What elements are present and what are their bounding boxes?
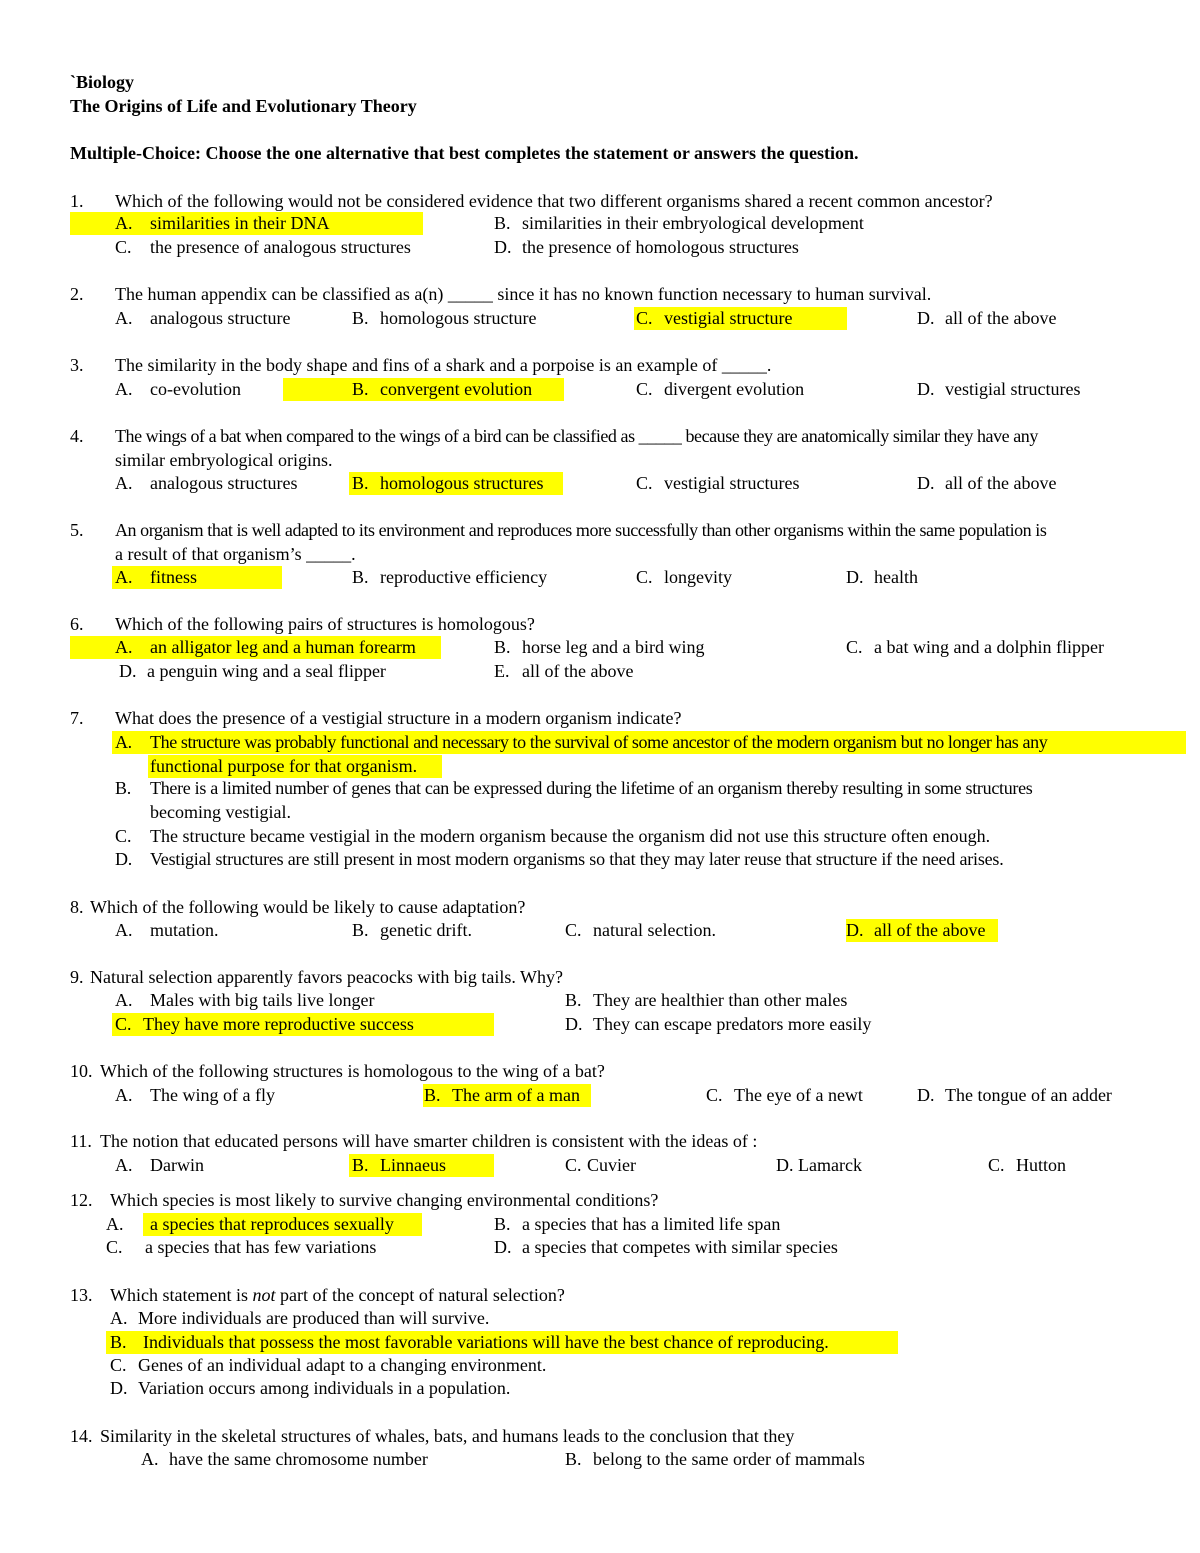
- question-text: Similarity in the skeletal structures of whales, bats, and humans leads to the conclusion that they: [100, 1426, 795, 1446]
- option-a[interactable]: A. an alligator leg and a human forearm: [115, 637, 416, 657]
- option-c[interactable]: C. natural selection.: [565, 920, 716, 940]
- option-e[interactable]: E. all of the above: [494, 661, 634, 681]
- question-text: The wings of a bat when compared to the wings of a bird can be classified as _____ because they are anatomically similar they have any: [115, 426, 1038, 446]
- question-number: 8.: [70, 897, 84, 917]
- option-a[interactable]: A. analogous structures: [115, 473, 298, 493]
- option-c[interactable]: C. vestigial structures: [636, 473, 800, 493]
- option-a[interactable]: A. similarities in their DNA: [115, 213, 330, 233]
- option-b[interactable]: B. genetic drift.: [352, 920, 472, 940]
- question-number: 11.: [70, 1131, 92, 1151]
- option-e[interactable]: C. Hutton: [988, 1155, 1067, 1175]
- question-text: What does the presence of a vestigial structure in a modern organism indicate?: [115, 708, 682, 728]
- option-c[interactable]: C. the presence of analogous structures: [115, 237, 411, 257]
- question-number: 3.: [70, 355, 84, 375]
- question-text: Which of the following structures is homologous to the wing of a bat?: [100, 1061, 605, 1081]
- option-a[interactable]: A. Males with big tails live longer: [115, 990, 375, 1010]
- question-text: Which of the following would be likely to cause adaptation?: [90, 897, 526, 917]
- question-number: 2.: [70, 284, 84, 304]
- option-b-continued: becoming vestigial.: [150, 802, 291, 822]
- option-c[interactable]: C. The structure became vestigial in the modern organism because the organism did not use this structure often enough.: [115, 826, 991, 846]
- option-c[interactable]: C. longevity: [636, 567, 732, 587]
- option-d[interactable]: D. the presence of homologous structures: [494, 237, 799, 257]
- option-b[interactable]: B. a species that has a limited life span: [494, 1214, 781, 1234]
- question-text: The similarity in the body shape and fins of a shark and a porpoise is an example of _____.: [115, 355, 772, 375]
- option-a-continued: functional purpose for that organism.: [150, 756, 418, 776]
- option-b[interactable]: B. reproductive efficiency: [352, 567, 548, 587]
- option-c[interactable]: C. Cuvier: [565, 1155, 636, 1175]
- option-b[interactable]: B. horse leg and a bird wing: [494, 637, 705, 657]
- subject-heading: `Biology: [70, 72, 135, 92]
- option-d[interactable]: D. Lamarck: [776, 1155, 862, 1175]
- option-a[interactable]: A. have the same chromosome number: [141, 1449, 428, 1469]
- option-a[interactable]: A. a species that reproduces sexually: [106, 1214, 394, 1234]
- option-b[interactable]: B. Linnaeus: [352, 1155, 446, 1175]
- option-c[interactable]: C. Genes of an individual adapt to a changing environment.: [110, 1355, 547, 1375]
- option-d[interactable]: D. a species that competes with similar species: [494, 1237, 838, 1257]
- option-c[interactable]: C. The eye of a newt: [706, 1085, 863, 1105]
- option-a[interactable]: A. fitness: [115, 567, 197, 587]
- page-title: The Origins of Life and Evolutionary Theory: [70, 96, 417, 116]
- option-b[interactable]: B. similarities in their embryological development: [494, 213, 864, 233]
- option-a[interactable]: A. More individuals are produced than will survive.: [110, 1308, 490, 1328]
- question-text: Which of the following pairs of structures is homologous?: [115, 614, 535, 634]
- option-a[interactable]: A. The structure was probably functional and necessary to the survival of some ancestor of the modern organism but no longer has any: [115, 732, 1048, 752]
- option-b[interactable]: B. The arm of a man: [424, 1085, 580, 1105]
- option-b[interactable]: B. There is a limited number of genes that can be expressed during the lifetime of an organism thereby resulting in some structures: [115, 778, 1033, 798]
- option-d[interactable]: D. all of the above: [917, 473, 1057, 493]
- option-c[interactable]: C. vestigial structure: [636, 308, 793, 328]
- option-c[interactable]: C. divergent evolution: [636, 379, 805, 399]
- option-c[interactable]: C. They have more reproductive success: [115, 1014, 414, 1034]
- option-d[interactable]: D. vestigial structures: [917, 379, 1081, 399]
- question-text: Which species is most likely to survive changing environmental conditions?: [110, 1190, 659, 1210]
- option-a[interactable]: A. mutation.: [115, 920, 219, 940]
- question-text: An organism that is well adapted to its environment and reproduces more successfully than other organisms within the same population is: [115, 520, 1047, 540]
- option-d[interactable]: D. Vestigial structures are still present in most modern organisms so that they may later reuse that structure if the need arises.: [115, 849, 1004, 869]
- question-number: 4.: [70, 426, 84, 446]
- option-b[interactable]: B. Individuals that possess the most favorable variations will have the best chance of reproducing.: [110, 1332, 829, 1352]
- option-d[interactable]: D. all of the above: [917, 308, 1057, 328]
- question-text-continued: similar embryological origins.: [115, 450, 333, 470]
- question-number: 13.: [70, 1285, 93, 1305]
- option-b[interactable]: B. homologous structure: [352, 308, 537, 328]
- option-b[interactable]: B. belong to the same order of mammals: [565, 1449, 865, 1469]
- instructions: Multiple-Choice: Choose the one alternative that best completes the statement or answers the question.: [70, 143, 859, 163]
- question-text: Which statement is not part of the concept of natural selection?: [110, 1285, 565, 1305]
- question-number: 14.: [70, 1426, 93, 1446]
- question-number: 12.: [70, 1190, 93, 1210]
- option-b[interactable]: B. They are healthier than other males: [565, 990, 848, 1010]
- option-a[interactable]: A. The wing of a fly: [115, 1085, 275, 1105]
- option-b[interactable]: B. homologous structures: [352, 473, 544, 493]
- option-a[interactable]: A. analogous structure: [115, 308, 291, 328]
- question-text: The human appendix can be classified as a(n) _____ since it has no known function necessary to human survival.: [115, 284, 932, 304]
- question-number: 7.: [70, 708, 84, 728]
- question-text: Natural selection apparently favors peacocks with big tails. Why?: [90, 967, 564, 987]
- question-number: 1.: [70, 191, 84, 211]
- option-d[interactable]: D. all of the above: [846, 920, 986, 940]
- option-c[interactable]: C. a bat wing and a dolphin flipper: [846, 637, 1104, 657]
- option-a[interactable]: A. Darwin: [115, 1155, 204, 1175]
- option-d[interactable]: D. The tongue of an adder: [917, 1085, 1112, 1105]
- question-text-continued: a result of that organism’s _____.: [115, 544, 356, 564]
- question-number: 6.: [70, 614, 84, 634]
- question-number: 9.: [70, 967, 84, 987]
- question-number: 10.: [70, 1061, 93, 1081]
- question-text: Which of the following would not be considered evidence that two different organisms shared a recent common ancestor?: [115, 191, 993, 211]
- option-b[interactable]: B. convergent evolution: [352, 379, 533, 399]
- option-c[interactable]: C. a species that has few variations: [106, 1237, 377, 1257]
- question-number: 5.: [70, 520, 84, 540]
- question-text: The notion that educated persons will have smarter children is consistent with the ideas of :: [100, 1131, 758, 1151]
- option-d[interactable]: D. a penguin wing and a seal flipper: [119, 661, 386, 681]
- option-d[interactable]: D. health: [846, 567, 918, 587]
- option-d[interactable]: D. They can escape predators more easily: [565, 1014, 872, 1034]
- option-a[interactable]: A. co-evolution: [115, 379, 241, 399]
- option-d[interactable]: D. Variation occurs among individuals in a population.: [110, 1378, 511, 1398]
